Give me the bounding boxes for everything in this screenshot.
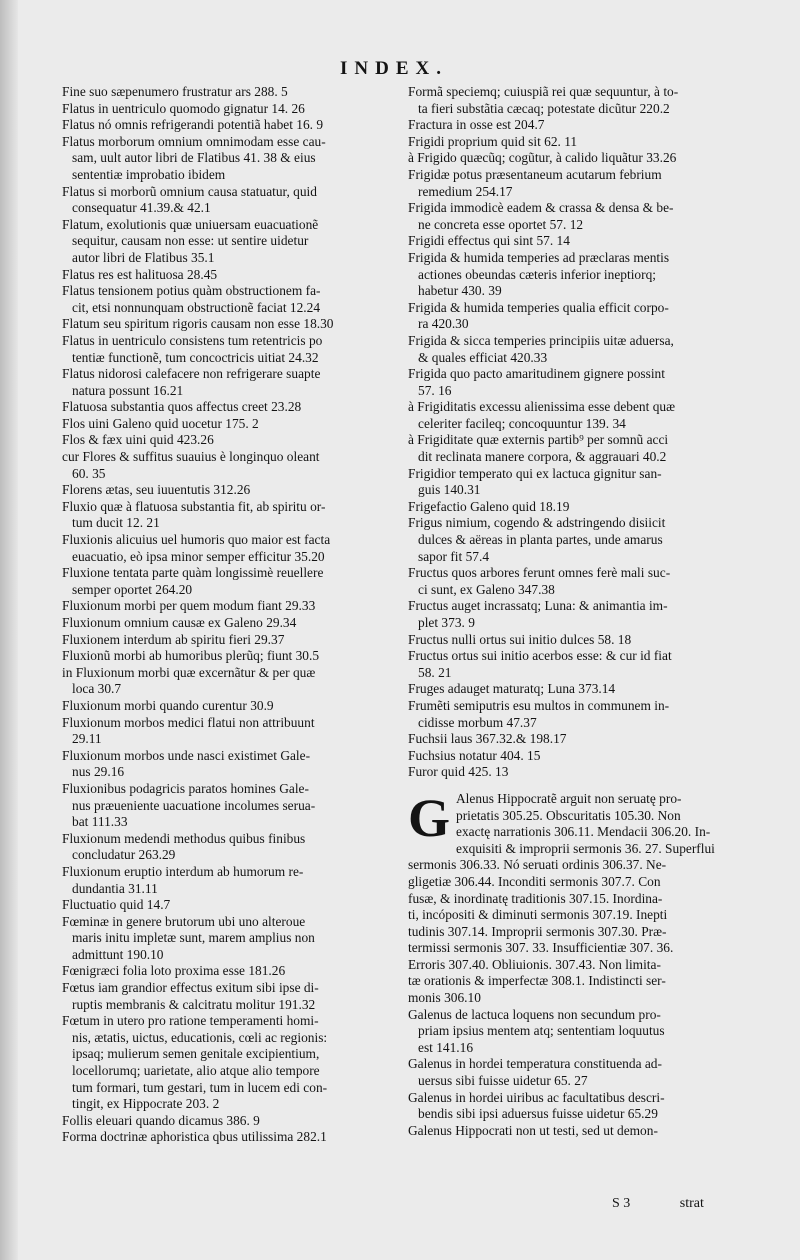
- entry-line: ra 420.30: [418, 316, 469, 332]
- index-entry: [62, 897, 392, 914]
- index-entry: [408, 167, 740, 200]
- index-entry: [62, 416, 392, 433]
- entry-line: & quales efficiat 420.33: [418, 349, 548, 365]
- entry-line: Flatus nó omnis refrigerandi potentiã habet 16. 9: [62, 117, 324, 133]
- entry-line: Frigidi effectus qui sint 57. 14: [408, 233, 570, 249]
- entry-line: Fluxionum medendi methodus quibus finibus: [62, 830, 306, 846]
- entry-line: Flatus nidorosi calefacere non refrigerare suapte: [62, 366, 321, 382]
- entry-line: concludatur 263.29: [72, 847, 176, 863]
- entry-line: Fluxionũ morbi ab humoribus plerũq; fiunt 30.5: [62, 648, 320, 664]
- index-entry: [408, 1007, 740, 1057]
- index-entry: [62, 267, 392, 284]
- index-entry: [62, 1013, 392, 1113]
- signature-mark: S 3: [612, 1196, 631, 1211]
- entry-line: Fruges adauget maturatq; Luna 373.14: [408, 681, 616, 697]
- index-entry: [408, 399, 740, 432]
- entry-line: habetur 430. 39: [418, 283, 502, 299]
- entry-line: sapor fit 57.4: [418, 548, 490, 564]
- entry-line: guis 140.31: [418, 482, 481, 498]
- entry-line: Flatus tensionem potius quàm obstructionem fa-: [62, 283, 321, 299]
- entry-line: in Fluxionum morbi quæ excernãtur & per quæ: [62, 664, 316, 680]
- paragraph-line: Alenus Hippocratẽ arguit non seruatę pro-: [456, 790, 682, 806]
- paragraph-line: termissi sermonis 307. 33. Insufficientiæ 307. 36.: [408, 940, 674, 956]
- paragraph-line: tudinis 307.14. Improprii sermonis 307.30. Præ-: [408, 923, 667, 939]
- entry-line: Frigida & humida temperies ad præclaras mentis: [408, 249, 670, 265]
- index-entry: [62, 1129, 392, 1146]
- entry-line: Fœtus iam grandior effectus exitum sibi ipse di-: [62, 980, 319, 996]
- index-entry: [62, 101, 392, 118]
- entry-line: actiones obeundas cæteris inferior ineptiorq;: [418, 266, 656, 282]
- entry-line: Fœminæ in genere brutorum ubi uno alteroue: [62, 913, 306, 929]
- index-entry: [408, 233, 740, 250]
- paragraph-line: tæ orationis & imperfectæ 308.1. Indistincti ser-: [408, 973, 666, 989]
- entry-line: Fœnigræci folia loto proxima esse 181.26: [62, 963, 286, 979]
- entry-line: Frigida & sicca temperies principiis uitæ aduersa,: [408, 332, 674, 348]
- entry-line: tum formari, tum gestari, tum in lucem edi con-: [72, 1079, 328, 1095]
- entry-line: priam ipsius mentem atq; sententiam loquutus: [418, 1023, 665, 1039]
- entry-line: dulces & aëreas in planta partes, unde amarus: [418, 532, 663, 548]
- index-entry: [62, 914, 392, 964]
- entry-line: Galenus de lactuca loquens non secundum pro-: [408, 1006, 661, 1022]
- entry-line: Flatus morborum omnium omnimodam esse cau-: [62, 133, 326, 149]
- entry-line: celeriter facileq; concoquuntur 139. 34: [418, 415, 626, 431]
- paragraph-line: exactę narrationis 306.11. Mendacii 306.20. In-: [456, 824, 711, 840]
- entry-line: Galenus Hippocrati non ut testi, sed ut demon-: [408, 1122, 658, 1138]
- index-entry: [408, 250, 740, 300]
- page-header: INDEX.: [340, 58, 448, 79]
- entry-line: Fluxionis alicuius uel humoris quo maior est facta: [62, 532, 331, 548]
- entry-line: ci sunt, ex Galeno 347.38: [418, 581, 555, 597]
- paragraph-line: sermonis 306.33. Nó seruati ordinis 306.37. Ne-: [408, 857, 667, 873]
- catchword: strat: [679, 1196, 704, 1211]
- index-entry: [408, 1090, 740, 1123]
- drop-cap: G: [408, 787, 451, 848]
- entry-line: 57. 16: [418, 382, 452, 398]
- entry-line: Frigida quo pacto amaritudinem gignere possint: [408, 366, 665, 382]
- entry-line: Fructus quos arbores ferunt omnes ferè mali suc-: [408, 565, 671, 581]
- entry-line: Fuchsii laus 367.32.& 198.17: [408, 731, 567, 747]
- entry-line: Furor quid 425. 13: [408, 764, 509, 780]
- entry-line: ruptis membranis & calcitratu molitur 191.32: [72, 996, 316, 1012]
- index-entry: [62, 84, 392, 101]
- entry-line: Galenus in hordei uiribus ac facultatibus descri-: [408, 1089, 665, 1105]
- entry-line: loca 30.7: [72, 681, 122, 697]
- index-entry: [408, 748, 740, 765]
- index-entry: [62, 665, 392, 698]
- entry-line: Fluxionum morbi quando curentur 30.9: [62, 697, 274, 713]
- index-entry: [62, 565, 392, 598]
- entry-line: sam, uult autor libri de Flatibus 41. 38 & eius: [72, 150, 316, 166]
- index-entries-g: [408, 1007, 740, 1140]
- index-entry: [408, 84, 740, 117]
- index-entry: [62, 748, 392, 781]
- index-entry: [408, 366, 740, 399]
- galenus-lines: [408, 787, 740, 1007]
- entry-line: Forma doctrinæ aphoristica qbus utilissima 282.1: [62, 1129, 327, 1145]
- entry-line: Frigida & humida temperies qualia efficit corpo-: [408, 299, 669, 315]
- index-entry: [408, 300, 740, 333]
- entry-line: remedium 254.17: [418, 183, 513, 199]
- index-entry: [62, 1113, 392, 1130]
- entry-line: Fructus auget incrassatq; Luna: & animantia im-: [408, 598, 668, 614]
- entry-line: Frigidior temperato qui ex lactuca gignitur san-: [408, 465, 662, 481]
- entry-line: à Frigido quæcũq; cogũtur, à calido liquãtur 33.26: [408, 150, 677, 166]
- index-entry: [408, 333, 740, 366]
- index-entry: [408, 200, 740, 233]
- index-entry: [62, 864, 392, 897]
- index-entry: [62, 715, 392, 748]
- entry-line: Frigida immodicè eadem & crassa & densa & be-: [408, 200, 674, 216]
- entry-line: sequitur, causam non esse: ut sentire uidetur: [72, 233, 309, 249]
- index-entry: [62, 963, 392, 980]
- entry-line: Fœtum in utero pro ratione temperamenti homi-: [62, 1013, 319, 1029]
- paragraph-line: prietatis 305.25. Obscuritatis 105.30. Non: [456, 807, 681, 823]
- entry-line: ta fieri substãtia cæcaq; potestate dicũtur 220.2: [418, 100, 670, 116]
- index-entry: [62, 499, 392, 532]
- entry-line: Flos uini Galeno quid uocetur 175. 2: [62, 415, 259, 431]
- index-entry: [62, 399, 392, 416]
- entry-line: Follis eleuari quando dicamus 386. 9: [62, 1112, 260, 1128]
- index-entry: [408, 150, 740, 167]
- entry-line: Flatus in uentriculo consistens tum retentricis po: [62, 332, 323, 348]
- entry-line: Florens ætas, seu iuuentutis 312.26: [62, 482, 251, 498]
- entry-line: cit, etsi nonnunquam obstructionẽ faciat 12.24: [72, 299, 321, 315]
- entry-line: Flatuosa substantia quos affectus creet 23.28: [62, 399, 302, 415]
- index-entries-f: [408, 84, 740, 781]
- index-entry: [408, 565, 740, 598]
- entry-line: uersus sibi fuisse uidetur 65. 27: [418, 1073, 588, 1089]
- index-entry: [62, 615, 392, 632]
- entry-line: Fractura in osse est 204.7: [408, 117, 545, 133]
- entry-line: nus præueniente uacuatione incolumes serua-: [72, 797, 316, 813]
- entry-line: Fine suo sæpenumero frustratur ars 288. 5: [62, 84, 288, 99]
- entry-line: Galenus in hordei temperatura constituenda ad-: [408, 1056, 662, 1072]
- index-entry: [62, 598, 392, 615]
- entry-line: Frumẽti semiputris esu multos in communem in-: [408, 697, 670, 713]
- entry-line: Fluctuatio quid 14.7: [62, 897, 171, 913]
- index-entry: [408, 1123, 740, 1140]
- entry-line: Flatus in uentriculo quomodo gignatur 14. 26: [62, 100, 305, 116]
- entry-line: Flos & fæx uini quid 423.26: [62, 432, 214, 448]
- paragraph-line: fusæ, & inordinatę traditionis 307.15. Inordina-: [408, 890, 663, 906]
- index-entry: [62, 217, 392, 267]
- entry-line: tentiæ functionẽ, tum concoctricis uitiat 24.32: [72, 349, 319, 365]
- entry-line: est 141.16: [418, 1039, 474, 1055]
- entry-line: Fluxionum eruptio interdum ab humorum re-: [62, 863, 304, 879]
- entry-line: Fructus nulli ortus sui initio dulces 58. 18: [408, 631, 632, 647]
- index-entry: [62, 632, 392, 649]
- index-entry: [62, 482, 392, 499]
- entry-line: 58. 21: [418, 664, 452, 680]
- entry-line: Frigidi proprium quid sit 62. 11: [408, 133, 578, 149]
- entry-line: sententiæ improbatio ibidem: [72, 166, 226, 182]
- entry-line: semper oportet 264.20: [72, 581, 193, 597]
- index-entry: [62, 283, 392, 316]
- entry-line: Frigefactio Galeno quid 18.19: [408, 498, 570, 514]
- index-entry: [408, 1056, 740, 1089]
- entry-line: Formã speciemq; cuiuspiã rei quæ sequuntur, à to-: [408, 84, 679, 99]
- entry-line: natura possunt 16.21: [72, 382, 184, 398]
- entry-line: maris initu impletæ sunt, marem amplius non: [72, 930, 315, 946]
- entry-line: 29.11: [72, 731, 102, 747]
- index-entry: [62, 134, 392, 184]
- entry-line: dit reclinata manere corpora, & aggrauari 40.2: [418, 449, 667, 465]
- index-entry: [62, 532, 392, 565]
- paragraph-line: ti, incópositi & diminuti sermonis 307.19. Inepti: [408, 907, 668, 923]
- index-entry: [62, 980, 392, 1013]
- index-entry: [408, 134, 740, 151]
- entry-line: tum ducit 12. 21: [72, 515, 160, 531]
- entry-line: euacuatio, eò ipsa minor semper efficitur 35.20: [72, 548, 325, 564]
- entry-line: Fluxionibus podagricis paratos homines Gale-: [62, 780, 309, 796]
- entry-line: à Frigiditate quæ externis partib⁹ per somnũ acci: [408, 432, 669, 448]
- entry-line: 60. 35: [72, 465, 106, 481]
- entry-line: nus 29.16: [72, 764, 125, 780]
- entry-line: dundantia 31.11: [72, 880, 158, 896]
- entry-line: Fluxionum omnium causæ ex Galeno 29.34: [62, 615, 297, 630]
- index-entry: [408, 632, 740, 649]
- paragraph-line: Erroris 307.40. Obliuionis. 307.43. Non limita-: [408, 956, 661, 972]
- entry-line: nis, ætatis, uictus, educationis, cœli ac regionis:: [72, 1029, 328, 1045]
- entry-line: Fluxionum morbos unde nasci existimet Gale-: [62, 747, 311, 763]
- entry-line: cidisse morbum 47.37: [418, 714, 537, 730]
- index-entry: [62, 648, 392, 665]
- index-entry: [408, 764, 740, 781]
- entry-line: Flatus si morborũ omnium causa statuatur, quid: [62, 183, 317, 199]
- index-entry: [62, 117, 392, 134]
- entry-line: tingit, ex Hippocrate 203. 2: [72, 1096, 220, 1112]
- entry-line: Fluxionum morbos medici flatui non attribuunt: [62, 714, 315, 730]
- index-column-left: [62, 84, 392, 1146]
- index-entry: [408, 648, 740, 681]
- entry-line: à Frigiditatis excessu alienissima esse debent quæ: [408, 399, 676, 415]
- entry-line: Flatum seu spiritum rigoris causam non esse 18.30: [62, 316, 334, 332]
- entry-line: Fluxionem interdum ab spiritu fieri 29.37: [62, 631, 285, 647]
- index-entry: [408, 466, 740, 499]
- index-entry: [62, 366, 392, 399]
- entry-line: ipsaq; mulierum semen genitale excipientium,: [72, 1046, 320, 1062]
- index-entry: [62, 184, 392, 217]
- entry-line: bat 111.33: [72, 814, 128, 830]
- index-entry: [408, 731, 740, 748]
- entry-line: admittunt 190.10: [72, 946, 164, 962]
- index-entry: [62, 781, 392, 831]
- index-entry: [62, 432, 392, 449]
- entry-line: cur Flores & suffitus suauius è longinquo oleant: [62, 449, 320, 465]
- index-entry: [408, 515, 740, 565]
- entry-line: Fluxione tentata parte quàm longissimè reuellere: [62, 565, 324, 581]
- index-entry: [62, 449, 392, 482]
- entry-line: plet 373. 9: [418, 615, 475, 630]
- index-entry: [408, 499, 740, 516]
- index-entry: [408, 681, 740, 698]
- index-entry: [408, 698, 740, 731]
- entry-line: Frigidæ potus præsentaneum acutarum febrium: [408, 166, 662, 182]
- index-entry: [62, 316, 392, 333]
- entry-line: Fuchsius notatur 404. 15: [408, 747, 541, 763]
- entry-line: bendis sibi ipsi aduersus fuisse uidetur 65.29: [418, 1106, 658, 1122]
- index-entry: [62, 698, 392, 715]
- index-entry: [62, 831, 392, 864]
- index-entry: [62, 333, 392, 366]
- index-entry: [408, 117, 740, 134]
- entry-line: Fluxionum morbi per quem modum fiant 29.33: [62, 598, 316, 614]
- entry-line: ne concreta esse oportet 57. 12: [418, 216, 584, 232]
- entry-line: Flatum, exolutionis quæ uniuersam euacuationẽ: [62, 216, 319, 232]
- page-footer: [612, 1196, 750, 1212]
- index-column-right: [408, 84, 740, 1139]
- entry-line: Fluxio quæ à flatuosa substantia fit, ab spiritu or-: [62, 498, 326, 514]
- paragraph-line: gligetiæ 306.44. Inconditi sermonis 307.7. Con: [408, 873, 661, 889]
- entry-line: Frigus nimium, cogendo & adstringendo disiicit: [408, 515, 666, 531]
- entry-line: autor libri de Flatibus 35.1: [72, 249, 215, 265]
- entry-line: consequatur 41.39.& 42.1: [72, 200, 211, 216]
- entry-line: locellorumq; uarietate, alio atque alio tempore: [72, 1063, 320, 1079]
- entry-line: Fructus ortus sui initio acerbos esse: & cur id fiat: [408, 648, 672, 664]
- entry-line: Flatus res est halituosa 28.45: [62, 266, 218, 282]
- paragraph-line: monis 306.10: [408, 990, 481, 1006]
- galenus-paragraph: [408, 787, 740, 1007]
- paragraph-line: exquisiti & improprii sermonis 36. 27. Superflui: [456, 840, 715, 856]
- index-entry: [408, 598, 740, 631]
- index-entry: [408, 432, 740, 465]
